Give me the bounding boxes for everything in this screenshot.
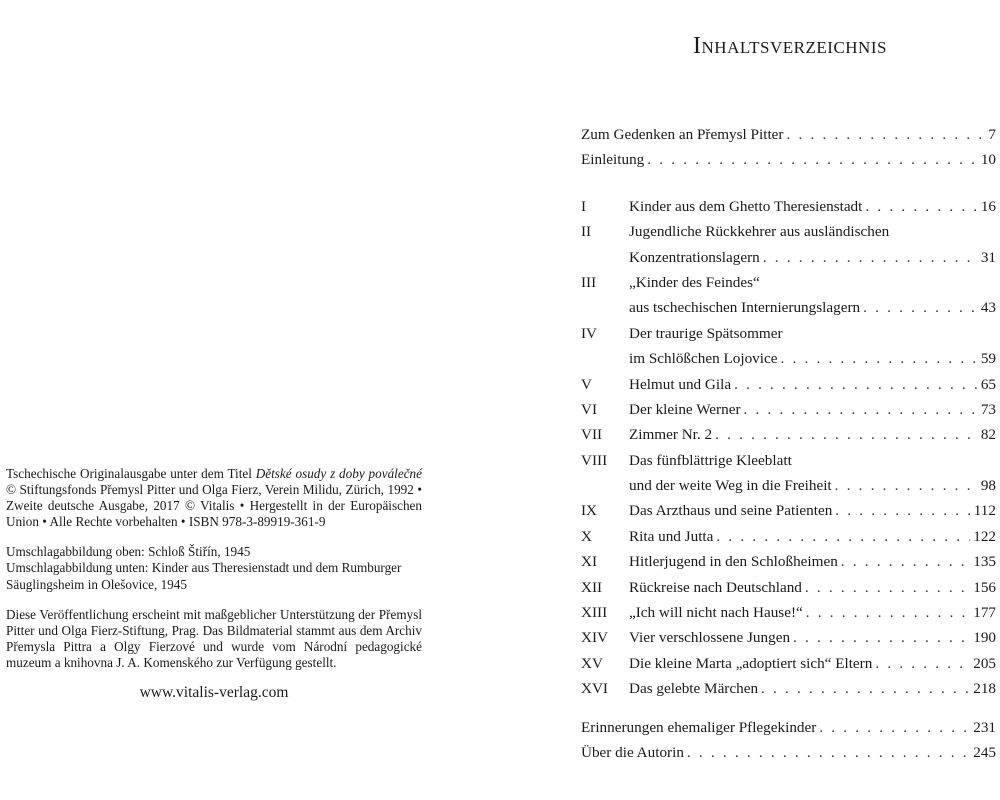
chapter-number: VIII xyxy=(581,451,608,469)
toc-chapter-3[interactable] xyxy=(581,270,996,295)
chapter-title: „Kinder des Feindes“ xyxy=(629,273,760,291)
chapter-number: XV xyxy=(581,654,603,672)
toc-entry-page: 245 xyxy=(973,743,996,761)
dot-leader xyxy=(865,194,977,219)
dot-leader xyxy=(716,524,970,549)
toc-entry-gedenken[interactable] xyxy=(581,122,996,147)
chapter-number: X xyxy=(581,527,592,545)
dot-leader xyxy=(806,600,970,625)
toc-chapter-4[interactable] xyxy=(581,321,996,346)
toc-chapter-8-cont[interactable] xyxy=(581,473,996,498)
chapter-number: I xyxy=(581,197,587,215)
dot-leader xyxy=(835,473,978,498)
dot-leader xyxy=(647,147,978,172)
chapter-number: XVI xyxy=(581,680,608,698)
dot-leader xyxy=(875,651,970,676)
chapter-title: Helmut und Gila xyxy=(629,375,732,393)
chapter-title: „Ich will nicht nach Hause!“ xyxy=(629,604,803,622)
dot-leader xyxy=(786,122,985,147)
chapter-title: Rita und Jutta xyxy=(629,527,714,545)
chapter-page: 73 xyxy=(980,400,996,418)
toc-chapter-16[interactable] xyxy=(581,676,996,701)
dot-leader xyxy=(805,575,970,600)
chapter-title: Das Arzthaus und seine Patienten xyxy=(629,502,833,520)
toc-entry-page: 10 xyxy=(980,151,996,169)
copyright-text: © Stiftungsfonds Přemysl Pitter und Olga Fierz, Verein Milidu, Zürich, 1992 • Zweite deutsche Ausgabe, 2017 © Vitalis • Hergestellt in der Europäischen Union • Alle Rechte vorbehalten • ISBN 978-3-89919-361-9 xyxy=(6,482,422,530)
chapter-page: 218 xyxy=(973,680,996,698)
dot-leader xyxy=(761,676,970,701)
chapter-title: Die kleine Marta „adoptiert sich“ Eltern xyxy=(629,654,873,672)
toc-chapter-6[interactable] xyxy=(581,397,996,422)
original-edition-note xyxy=(6,466,422,530)
dot-leader xyxy=(687,740,970,765)
toc-entry-autorin[interactable] xyxy=(581,740,996,765)
dot-leader xyxy=(793,625,970,650)
toc-chapter-3-cont[interactable] xyxy=(581,295,996,320)
chapter-title: Kinder aus dem Ghetto Theresienstadt xyxy=(629,197,863,215)
toc-entry-erinnerungen[interactable] xyxy=(581,715,996,740)
chapter-title: Rückreise nach Deutschland xyxy=(629,578,802,596)
toc-chapter-13[interactable] xyxy=(581,600,996,625)
chapter-page: 205 xyxy=(973,654,996,672)
toc-chapter-15[interactable] xyxy=(581,651,996,676)
chapter-number: II xyxy=(581,223,592,241)
toc-chapter-10[interactable] xyxy=(581,524,996,549)
chapter-page: 43 xyxy=(980,299,996,317)
dot-leader xyxy=(819,715,970,740)
chapter-title: Das fünfblättrige Kleeblatt xyxy=(629,451,792,469)
chapter-number: XII xyxy=(581,578,603,596)
toc-entry-title: Zum Gedenken an Přemysl Pitter xyxy=(581,126,784,143)
table-of-contents xyxy=(581,122,996,765)
toc-chapter-1[interactable] xyxy=(581,194,996,219)
chapter-number: XI xyxy=(581,553,598,571)
dot-leader xyxy=(863,295,978,320)
toc-entry-title: Über die Autorin xyxy=(581,743,684,761)
cover-credit-bottom: Umschlagabbildung unten: Kinder aus Theresienstadt und dem Rumburger Säuglingsheim in Olešovice, 1945 xyxy=(6,560,402,592)
cover-credits xyxy=(6,544,422,592)
chapter-title: Jugendliche Rückkehrer aus ausländischen xyxy=(629,223,890,241)
chapter-title: Zimmer Nr. 2 xyxy=(629,426,713,444)
cover-credit-top: Umschlagabbildung oben: Schloß Štiřín, 1945 xyxy=(6,544,251,560)
chapter-page: 82 xyxy=(980,426,996,444)
chapter-page: 135 xyxy=(973,553,996,571)
toc-chapter-8[interactable] xyxy=(581,448,996,473)
toc-entry-page: 231 xyxy=(973,718,996,736)
original-title: Dětské osudy z doby poválečné xyxy=(255,466,422,481)
chapter-page: 98 xyxy=(980,477,996,495)
chapter-number: IV xyxy=(581,324,598,342)
toc-entry-title: Einleitung xyxy=(581,151,645,169)
chapter-title: Das gelebte Märchen xyxy=(629,680,759,698)
dot-leader xyxy=(763,245,978,270)
toc-chapter-7[interactable] xyxy=(581,422,996,447)
chapter-page: 156 xyxy=(973,578,996,596)
chapter-number: III xyxy=(581,273,597,291)
toc-entry-title: Erinnerungen ehemaliger Pflegekinder xyxy=(581,718,817,736)
toc-chapter-2[interactable] xyxy=(581,219,996,244)
imprint-block xyxy=(6,466,422,701)
publisher-website[interactable]: www.vitalis-verlag.com xyxy=(139,684,289,702)
chapter-page: 16 xyxy=(980,197,996,215)
chapter-number: V xyxy=(581,375,592,393)
chapter-page: 112 xyxy=(973,502,996,520)
chapter-title-cont: und der weite Weg in die Freiheit xyxy=(629,477,832,495)
chapter-title-cont: Konzentrationslagern xyxy=(629,248,760,266)
chapter-title-cont: aus tschechischen Internierungslagern xyxy=(629,299,861,317)
chapter-title-cont: im Schlößchen Lojovice xyxy=(629,350,778,368)
chapter-page: 59 xyxy=(980,350,996,368)
chapter-number: XIV xyxy=(581,629,608,647)
toc-title: Inhaltsverzeichnis xyxy=(693,33,887,59)
chapter-page: 122 xyxy=(973,527,996,545)
chapter-number: XIII xyxy=(581,604,608,622)
original-edition-prefix: Tschechische Originalausgabe unter dem Titel xyxy=(6,466,256,481)
chapter-number: VI xyxy=(581,400,598,418)
chapter-number: VII xyxy=(581,426,603,444)
chapter-title: Der traurige Spätsommer xyxy=(629,324,783,342)
dot-leader xyxy=(841,549,970,574)
dot-leader xyxy=(715,422,978,447)
toc-chapter-5[interactable] xyxy=(581,372,996,397)
dot-leader xyxy=(780,346,977,371)
chapter-title: Hitlerjugend in den Schloßheimen xyxy=(629,553,838,571)
chapter-page: 190 xyxy=(973,629,996,647)
toc-entry-page: 7 xyxy=(988,126,996,143)
toc-entry-einleitung[interactable] xyxy=(581,147,996,172)
chapter-page: 65 xyxy=(980,375,996,393)
toc-chapter-14[interactable] xyxy=(581,625,996,650)
support-note: Diese Veröffentlichung erscheint mit maßgeblicher Unterstützung der Přemysl Pitter und Olga Fierz-Stiftung, Prag. Das Bildmaterial stammt aus dem Archiv Přemysla Pittra a Olgy Fierzové und wurde vom Národní pedagogické muzeum a knihovna J. A. Komenského zur Verfügung gestellt. xyxy=(6,606,422,670)
chapter-title: Der kleine Werner xyxy=(629,400,741,418)
toc-chapter-9[interactable] xyxy=(581,498,996,523)
toc-chapter-11[interactable] xyxy=(581,549,996,574)
toc-chapter-12[interactable] xyxy=(581,575,996,600)
chapter-page: 177 xyxy=(973,604,996,622)
dot-leader xyxy=(744,397,978,422)
chapter-page: 31 xyxy=(980,248,996,266)
chapter-title: Vier verschlossene Jungen xyxy=(629,629,791,647)
dot-leader xyxy=(734,372,978,397)
chapter-number: IX xyxy=(581,502,598,520)
dot-leader xyxy=(835,498,970,523)
toc-chapter-2-cont[interactable] xyxy=(581,245,996,270)
toc-chapter-4-cont[interactable] xyxy=(581,346,996,371)
